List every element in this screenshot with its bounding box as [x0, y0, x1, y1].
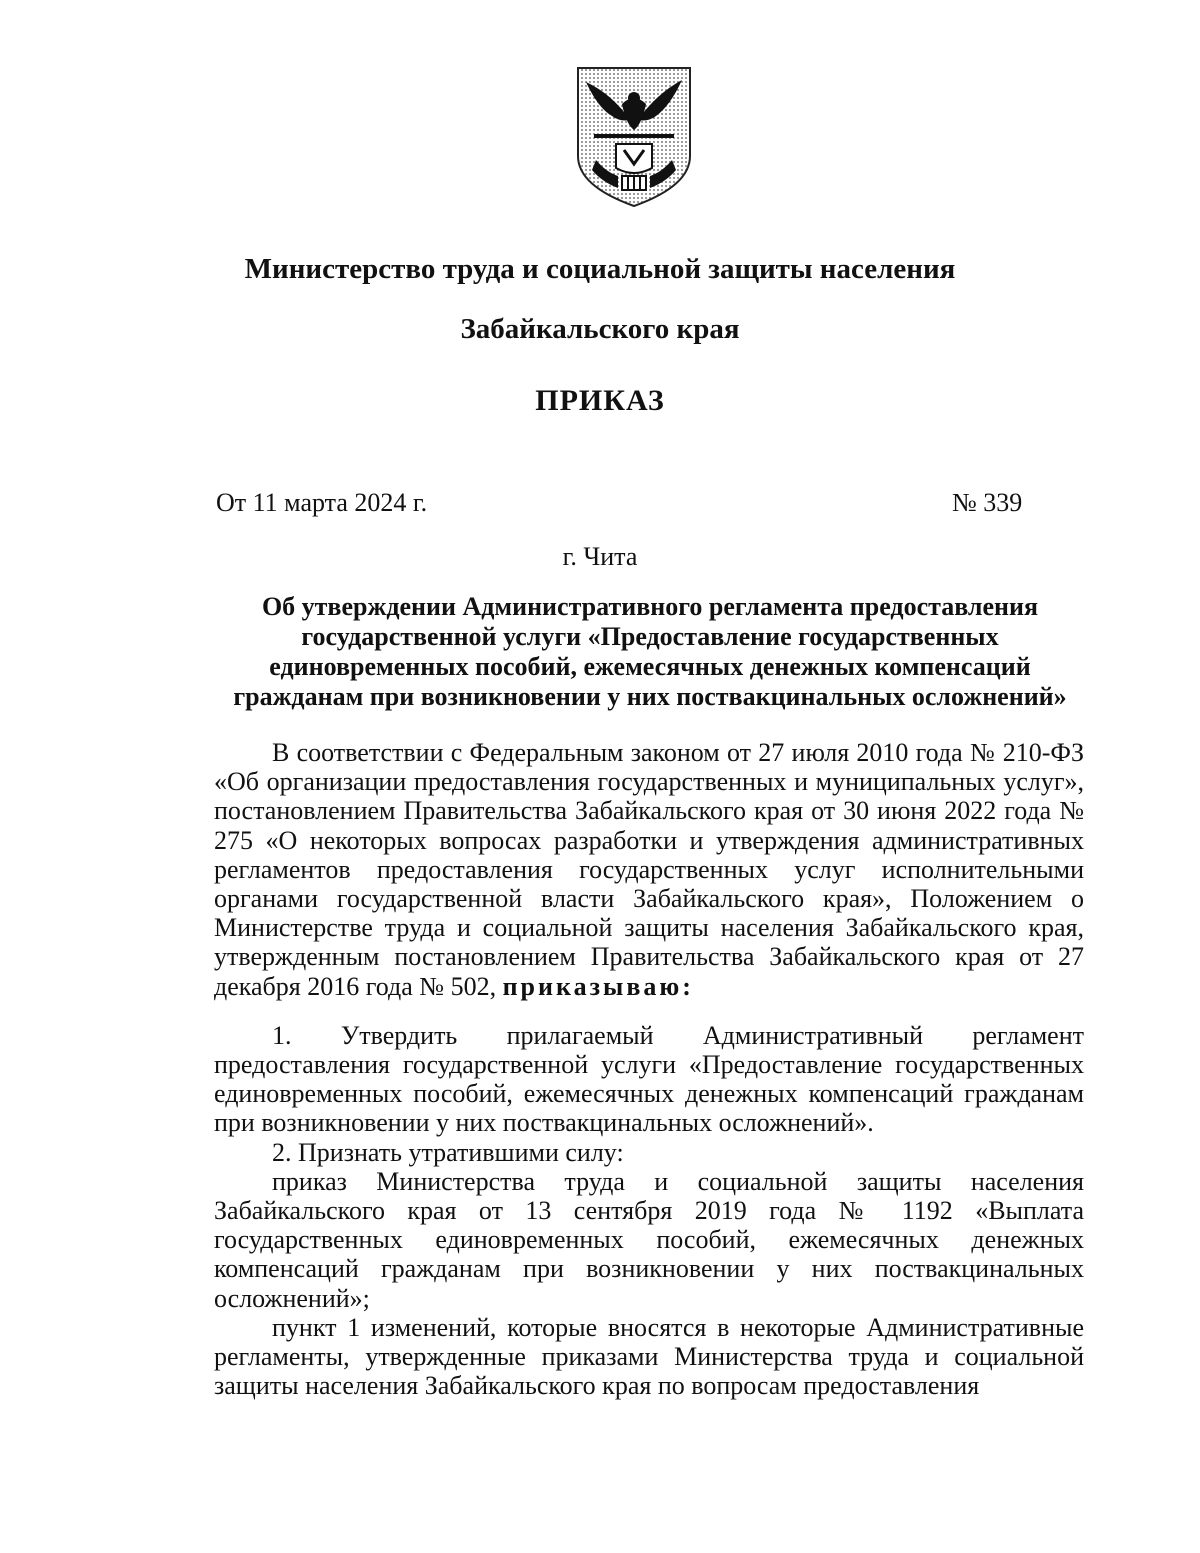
- preamble-text: В соответствии с Федеральным законом от 27 июля 2010 года № 210-ФЗ «Об организации предоставления государственных и муниципальных услуг», постановлением Правительства Забайкальского края от 30 июня 2022 года № 275 «О некоторых вопросах разработки и утверждения административных регламентов предоставления государственных услуг исполнительными органами государственной власти Забайкальского края», Положением о Министерстве труда и социальной защиты населения Забайкальского края, утвержденным постановлением Правительства Забайкальского края от 27 декабря 2016 года № 502,: [214, 738, 1084, 1001]
- subject-line: единовременных пособий, ежемесячных денежных компенсаций: [269, 652, 1031, 681]
- subject-line: Об утверждении Административного регламента предоставления: [261, 592, 1039, 621]
- coat-of-arms-icon: [572, 64, 696, 210]
- item-1-paragraph: 1. Утвердить прилагаемый Административный регламент предоставления государственной услуги «Предоставление государственных единовременных пособий, ежемесячных денежных компенсаций гражданам при возникновении у них поствакцинальных осложнений».: [214, 1020, 1084, 1138]
- preamble-keyword: приказываю:: [502, 971, 694, 1001]
- subject-line: государственной услуги «Предоставление государственных: [301, 622, 999, 651]
- subject-line: гражданам при возникновении у них поствакцинальных осложнений»: [233, 682, 1067, 711]
- document-type: ПРИКАЗ: [535, 384, 665, 417]
- document-number: № 339: [952, 488, 1023, 517]
- document-subject: [214, 592, 1086, 712]
- ministry-name-line1: Министерство труда и социальной защиты населения: [244, 253, 956, 285]
- preamble-paragraph: [214, 738, 1084, 1001]
- document-body: [214, 738, 1084, 1400]
- document-city: г. Чита: [562, 542, 638, 571]
- item-2-paragraph: 2. Признать утратившими силу:: [272, 1137, 624, 1167]
- item-2b-paragraph: пункт 1 изменений, которые вносятся в некоторые Административные регламенты, утвержденные приказами Министерства труда и социальной защиты населения Забайкальского края по вопросам предоставления: [214, 1312, 1084, 1401]
- item-2a-paragraph: приказ Министерства труда и социальной защиты населения Забайкальского края от 13 сентября 2019 года № 1192 «Выплата государственных единовременных пособий, ежемесячных денежных компенсаций гражданам при возникновении у них поствакцинальных осложнений»;: [214, 1166, 1084, 1313]
- ministry-name-line2: Забайкальского края: [460, 313, 740, 345]
- document-date: От 11 марта 2024 г.: [216, 488, 428, 517]
